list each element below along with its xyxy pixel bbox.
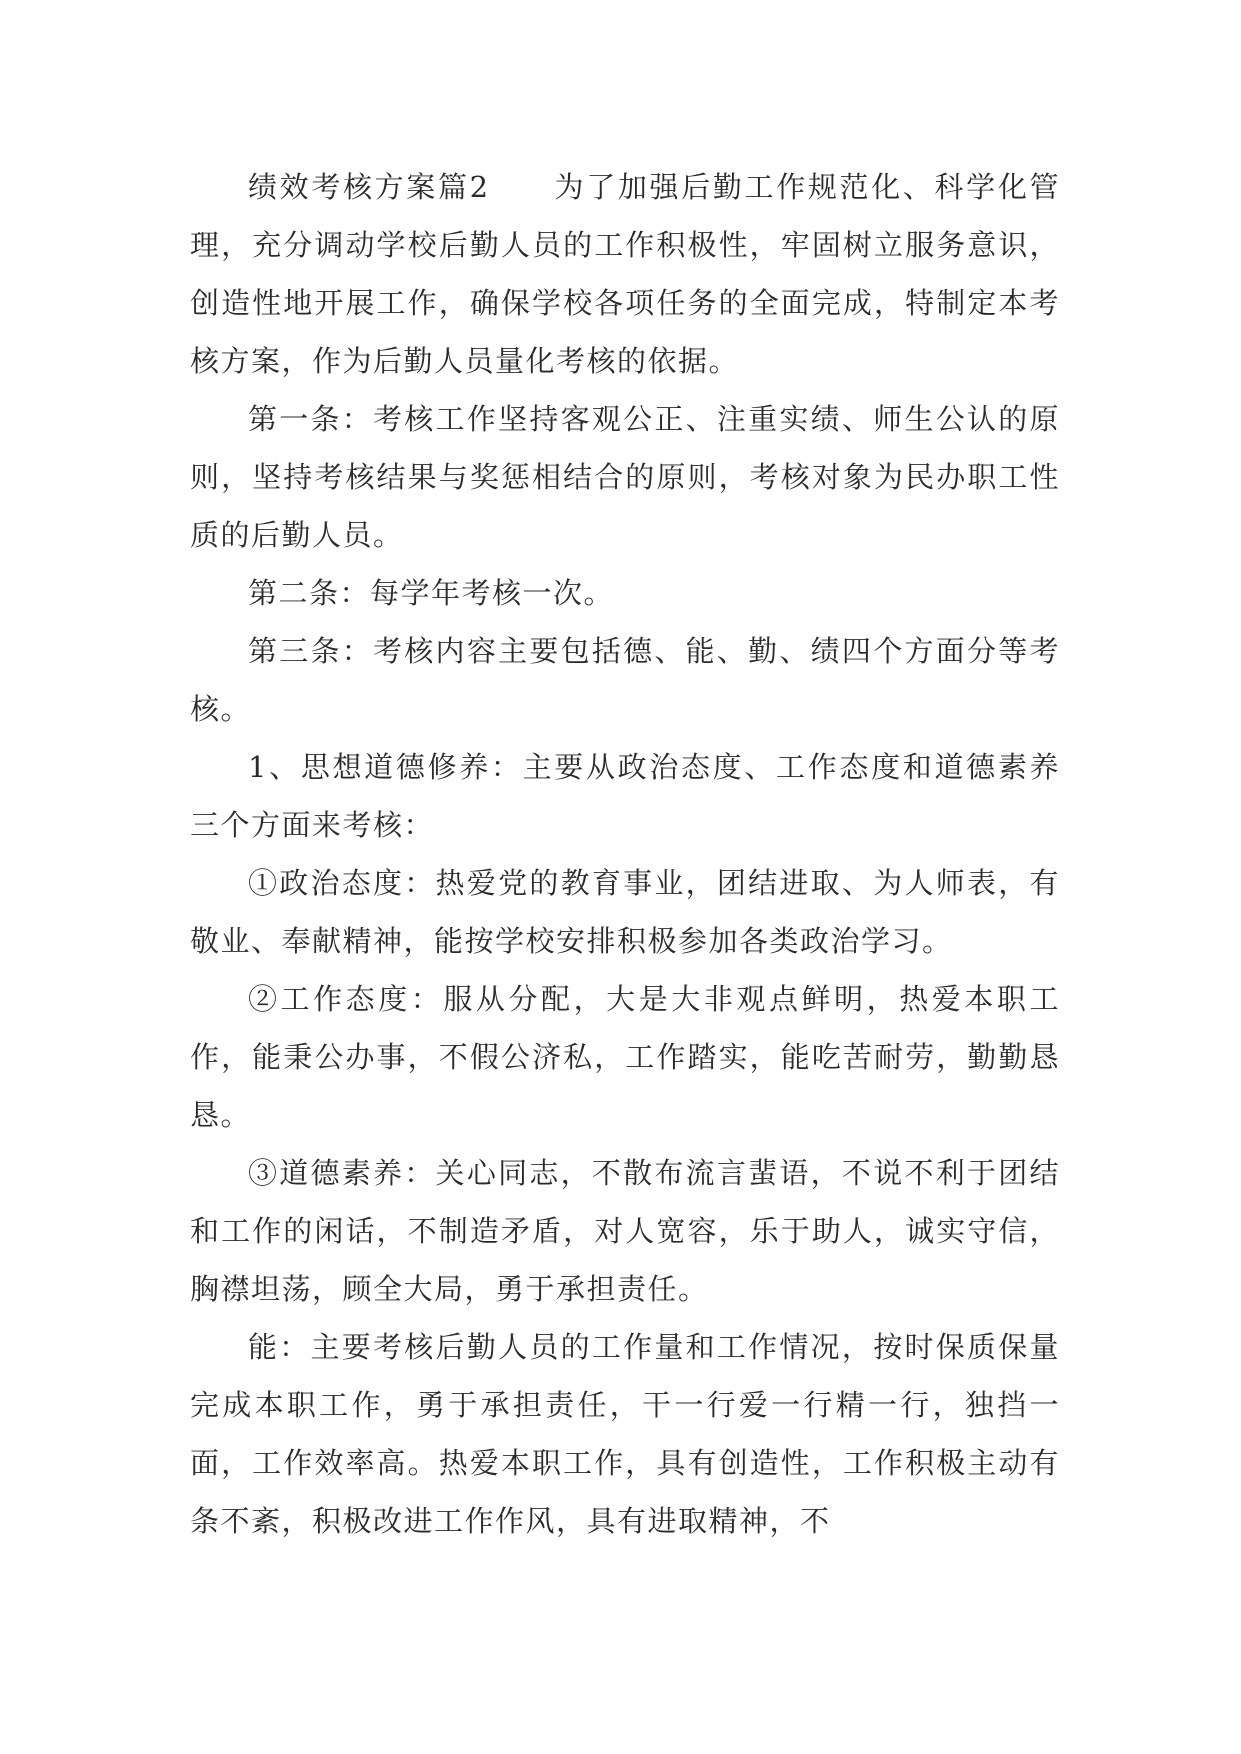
political-attitude-paragraph: ①政治态度：热爱党的教育事业，团结进取、为人师表，有敬业、奉献精神，能按学校安排积极参加各类政治学习。 — [190, 866, 1060, 958]
intro-paragraph — [190, 158, 1060, 390]
document-body — [190, 158, 1060, 1550]
article-3-paragraph: 第三条：考核内容主要包括德、能、勤、绩四个方面分等考核。 — [190, 634, 1060, 726]
ability-paragraph: 能：主要考核后勤人员的工作量和工作情况，按时保质保量完成本职工作，勇于承担责任，干一行爱一行精一行，独挡一面，工作效率高。热爱本职工作，具有创造性，工作积极主动有条不紊，积极改进工作作风，具有进取精神，不 — [190, 1330, 1060, 1538]
work-attitude-paragraph: ②工作态度：服从分配，大是大非观点鲜明，热爱本职工作，能秉公办事，不假公济私，工作踏实，能吃苦耐劳，勤勤恳恳。 — [190, 982, 1060, 1132]
paragraph-text: 为了加强后勤工作规范化、科学化管理，充分调动学校后勤人员的工作积极性，牢固树立服务意识，创造性地开展工作，确保学校各项任务的全面完成，特制定本考核方案，作为后勤人员量化考核的依据。 — [190, 170, 1060, 378]
article-1-paragraph: 第一条：考核工作坚持客观公正、注重实绩、师生公认的原则，坚持考核结果与奖惩相结合的原则，考核对象为民办职工性质的后勤人员。 — [190, 402, 1060, 552]
moral-quality-paragraph: ③道德素养：关心同志，不散布流言蜚语，不说不利于团结和工作的闲话，不制造矛盾，对人宽容，乐于助人，诚实守信，胸襟坦荡，顾全大局，勇于承担责任。 — [190, 1156, 1060, 1306]
item-1-paragraph: 1、思想道德修养：主要从政治态度、工作态度和道德素养三个方面来考核： — [190, 750, 1060, 842]
article-2-paragraph: 第二条：每学年考核一次。 — [248, 576, 615, 610]
document-heading: 绩效考核方案篇2 — [248, 170, 490, 204]
